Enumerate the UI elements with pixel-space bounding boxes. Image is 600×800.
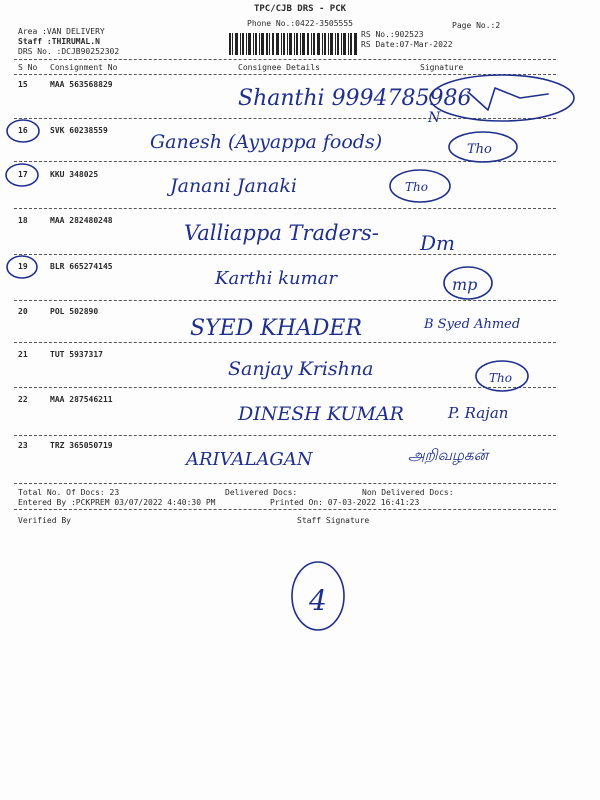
non-delivered-docs: Non Delivered Docs: <box>362 488 454 497</box>
row-23-consignment: TRZ 365050719 <box>50 441 113 450</box>
entered-by: Entered By :PCKPREM 03/07/2022 4:40:30 PM <box>18 498 216 507</box>
row-22-signature-handwriting: P. Rajan <box>448 404 509 422</box>
col-consignee: Consignee Details <box>238 63 320 72</box>
row-15-signature-handwriting: N <box>428 110 441 126</box>
row-18-signature-handwriting: Dm <box>420 231 455 255</box>
row-17-circle-mark <box>6 164 38 186</box>
row-21-sno: 21 <box>18 350 28 359</box>
row-20-consignee-handwriting: SYED KHADER <box>190 316 363 341</box>
row-19-consignment: BLR 665274145 <box>50 262 113 271</box>
row-17-sno: 17 <box>18 170 28 179</box>
staff-label: Staff :THIRUMAL.N <box>18 37 100 46</box>
page-number: Page No.:2 <box>452 21 501 30</box>
row-15-sno: 15 <box>18 80 28 89</box>
row-21-consignee-handwriting: Sanjay Krishna <box>228 358 374 380</box>
staff-signature-number: 4 <box>309 584 327 617</box>
row-22-consignment: MAA 287546211 <box>50 395 113 404</box>
staff-signature-label: Staff Signature <box>297 516 370 525</box>
row-23-sno: 23 <box>18 441 28 450</box>
row-16-sno: 16 <box>18 126 28 135</box>
row-15-signature-scribble <box>468 88 548 110</box>
row-16-signature-handwriting: Tho <box>467 142 492 157</box>
document-title: TPC/CJB DRS - PCK <box>253 4 347 14</box>
row-23-consignee-handwriting: ARIVALAGAN <box>186 449 313 470</box>
row-17-consignment: KKU 348025 <box>50 170 99 179</box>
row-23-signature-handwriting: அறிவழகன் <box>408 446 489 464</box>
total-docs: Total No. Of Docs: 23 <box>18 488 120 497</box>
row-20-consignment: POL 502890 <box>50 307 99 316</box>
row-18-consignee-handwriting: Valliappa Traders- <box>184 221 379 245</box>
row-21-consignment: TUT 5937317 <box>50 350 103 359</box>
row-19-circle-mark <box>7 256 37 278</box>
phone-number: Phone No.:0422-3505555 <box>247 19 353 28</box>
area-label: Area :VAN DELIVERY <box>18 27 105 36</box>
drs-number: DRS No. :DCJB90252302 <box>18 47 120 56</box>
row-20-sno: 20 <box>18 307 28 316</box>
row-18-consignment: MAA 282480248 <box>50 216 113 225</box>
rs-date: RS Date:07-Mar-2022 <box>361 40 453 49</box>
row-16-circle-mark <box>7 120 39 142</box>
col-consignment: Consignment No <box>50 63 118 72</box>
row-18-sno: 18 <box>18 216 28 225</box>
row-15-consignment: MAA 563568829 <box>50 80 113 89</box>
col-signature: Signature <box>420 63 464 72</box>
row-22-consignee-handwriting: DINESH KUMAR <box>238 403 404 425</box>
row-16-consignment: SVK 60238559 <box>50 126 108 135</box>
row-17-signature-handwriting: Tho <box>405 180 428 194</box>
row-16-consignee-handwriting: Ganesh (Ayyappa foods) <box>150 131 383 153</box>
delivered-docs: Delivered Docs: <box>225 488 298 497</box>
row-20-signature-handwriting: B Syed Ahmed <box>424 317 521 332</box>
row-22-sno: 22 <box>18 395 28 404</box>
row-19-sno: 19 <box>18 262 28 271</box>
row-17-consignee-handwriting: Janani Janaki <box>170 175 297 197</box>
row-19-signature-handwriting: mp <box>452 275 478 294</box>
row-21-signature-handwriting: Tho <box>489 371 512 385</box>
printed-on: Printed On: 07-03-2022 16:41:23 <box>270 498 420 507</box>
verified-by: Verified By <box>18 516 71 525</box>
col-sno: S No <box>18 63 38 72</box>
row-19-consignee-handwriting: Karthi kumar <box>215 268 337 289</box>
rs-number: RS No.:902523 <box>361 30 424 39</box>
row-15-consignee-handwriting: Shanthi 9994785986 <box>238 86 472 111</box>
